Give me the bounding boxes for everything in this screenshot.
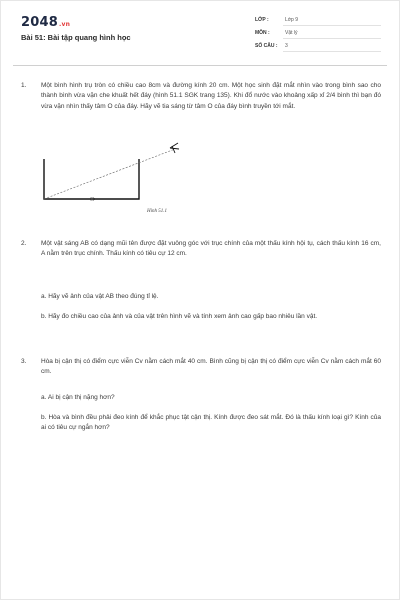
meta-subject-row bbox=[255, 28, 381, 40]
question-3-part-b: b. Hòa và bình đều phải đeo kính để khắc phục tật cận thị. Kính được đeo sát mắt. Đó là thấu kính loại gì? Kính của ai có tiêu cự ngắn hơn? bbox=[41, 414, 381, 432]
meta-class-underline bbox=[283, 25, 381, 26]
meta-subject-underline bbox=[283, 38, 381, 39]
meta-count-value: 3 bbox=[285, 43, 288, 49]
meta-count-row bbox=[255, 41, 381, 53]
question-number: 1. bbox=[21, 82, 27, 89]
lesson-title: Bài 51: Bài tập quang hình học bbox=[21, 33, 131, 42]
eye-icon bbox=[170, 143, 179, 153]
meta-class-label: LỚP : bbox=[255, 17, 269, 23]
meta-subject-label: MÔN : bbox=[255, 30, 270, 36]
meta-class-value: Lớp 9 bbox=[285, 17, 299, 23]
question-3-part-a: a. Ai bị cận thị nặng hơn? bbox=[41, 394, 115, 401]
meta-subject-value: Vật lý bbox=[285, 30, 298, 36]
figure-caption: Hình 51.1 bbox=[147, 209, 167, 214]
logo-suffix: .vn bbox=[58, 21, 71, 28]
site-logo[interactable] bbox=[21, 15, 70, 30]
question-number: 2. bbox=[21, 240, 27, 247]
cylinder-diagram bbox=[39, 141, 199, 223]
question-text: Hòa bị cận thị có điểm cực viễn Cv nằm cách mắt 40 cm. Bình cũng bị cận thị có điểm cực viễn Cv nằm cách mắt 60 cm. bbox=[41, 358, 381, 376]
cylinder-outline bbox=[44, 159, 139, 199]
question-text: Một bình hình trụ tròn có chiều cao 8cm và đường kính 20 cm. Một học sinh đặt mắt nhìn vào trong bình sao cho thành bình vừa vặn che khuất hết đáy (hình 51.1 SGK trang 135). Khi đổ nước vào khoảng xấp xỉ 2/4 bình thì bạn đó vừa vặn nhìn thấy tâm O của đáy. Hãy vẽ tia sáng từ tâm O của đáy bình truyền tới mắt. bbox=[41, 82, 381, 110]
point-o-label: O bbox=[90, 197, 95, 203]
logo-text: 2048 bbox=[21, 15, 58, 30]
figure-51-1 bbox=[39, 141, 199, 223]
question-number: 3. bbox=[21, 358, 27, 365]
meta-count-label: SỐ CÂU : bbox=[255, 43, 278, 49]
question-text: Một vật sáng AB có dạng mũi tên được đặt vuông góc với trục chính của một thấu kính hội tụ, cách thấu kính 16 cm, A nằm trên trục chính. Thấu kính có tiêu cự 12 cm. bbox=[41, 240, 381, 258]
sight-line bbox=[44, 149, 175, 199]
meta-class-row bbox=[255, 15, 381, 27]
question-2-part-b: b. Hãy đo chiều cao của ảnh và của vật trên hình vẽ và tính xem ảnh cao gấp bao nhiêu lần vật. bbox=[41, 313, 318, 320]
meta-count-underline bbox=[283, 51, 381, 52]
question-2-part-a: a. Hãy vẽ ảnh của vật AB theo đúng tỉ lệ. bbox=[41, 293, 159, 300]
header-divider bbox=[13, 65, 387, 66]
